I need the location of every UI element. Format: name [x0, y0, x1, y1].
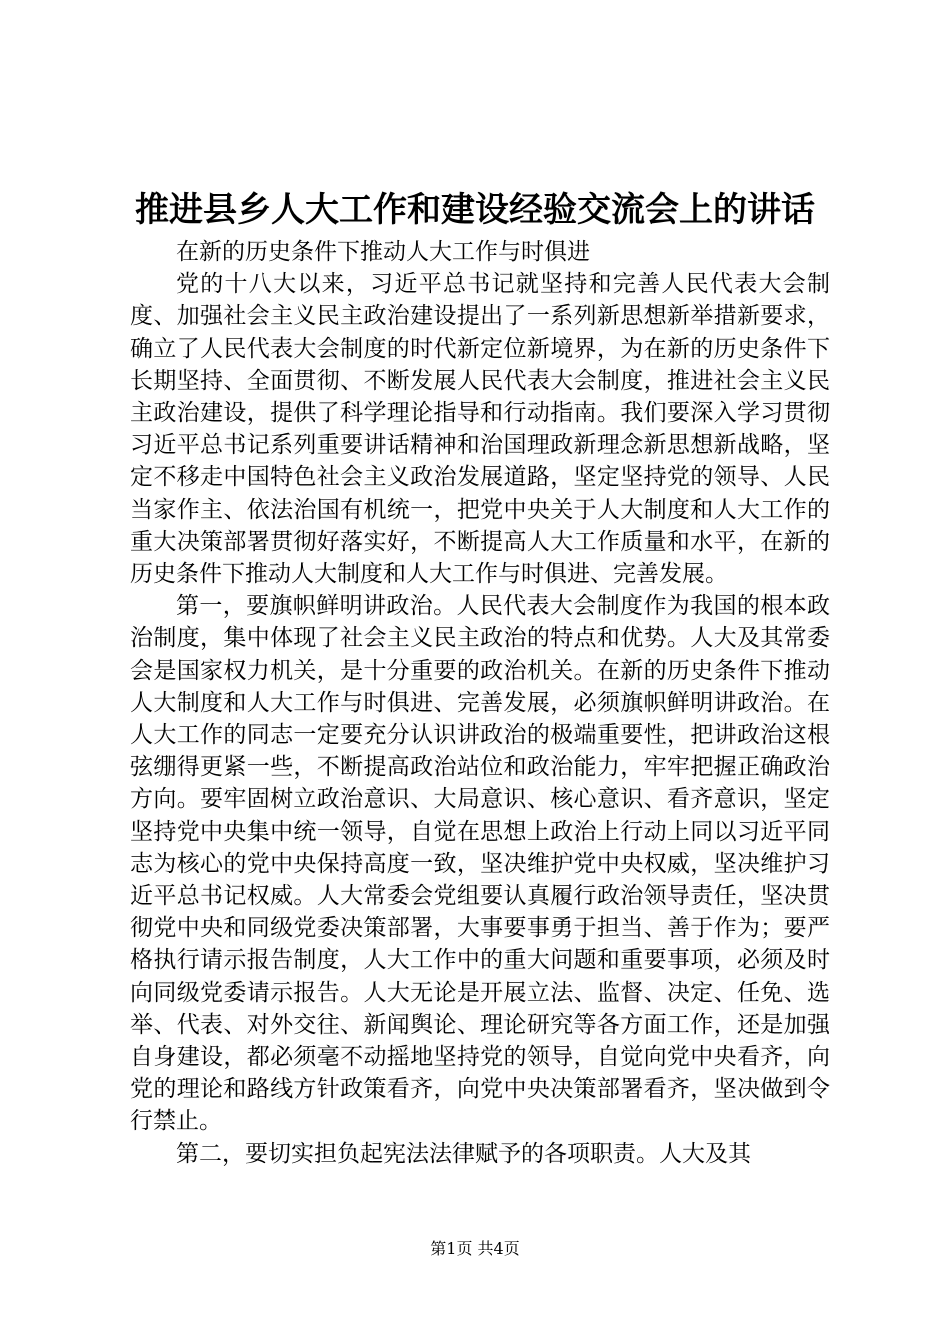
- body-paragraph-intro: 党的十八大以来，习近平总书记就坚持和完善人民代表大会制度、加强社会主义民主政治建设提出了一系列新思想新举措新要求，确立了人民代表大会制度的时代新定位新境界，为在新的历史条件下长期坚持、全面贯彻、不断发展人民代表大会制度，推进社会主义民主政治建设，提供了科学理论指导和行动指南。我们要深入学习贯彻习近平总书记系列重要讲话精神和治国理政新理念新思想新战略，坚定不移走中国特色社会主义政治发展道路，坚定坚持党的领导、人民当家作主、依法治国有机统一，把党中央关于人大制度和人大工作的重大决策部署贯彻好落实好，不断提高人大工作质量和水平，在新的历史条件下推动人大制度和人大工作与时俱进、完善发展。: [130, 271, 830, 588]
- page-number: 第1页 共4页: [430, 1239, 520, 1258]
- body-paragraph-first-point: 第一，要旗帜鲜明讲政治。人民代表大会制度作为我国的根本政治制度，集中体现了社会主义民主政治的特点和优势。人大及其常委会是国家权力机关，是十分重要的政治机关。在新的历史条件下推动人大制度和人大工作与时俱进、完善发展，必须旗帜鲜明讲政治。在人大工作的同志一定要充分认识讲政治的极端重要性，把讲政治这根弦绷得更紧一些，不断提高政治站位和政治能力，牢牢把握正确政治方向。要牢固树立政治意识、大局意识、核心意识、看齐意识，坚定坚持党中央集中统一领导，自觉在思想上政治上行动上同以习近平同志为核心的党中央保持高度一致，坚决维护党中央权威，坚决维护习近平总书记权威。人大常委会党组要认真履行政治领导责任，坚决贯彻党中央和同级党委决策部署，大事要事勇于担当、善于作为；要严格执行请示报告制度，人大工作中的重大问题和重要事项，必须及时向同级党委请示报告。人大无论是开展立法、监督、决定、任免、选举、代表、对外交往、新闻舆论、理论研究等各方面工作，还是加强自身建设，都必须毫不动摇地坚持党的领导，自觉向党中央看齐，向党的理论和路线方针政策看齐，向党中央决策部署看齐，坚决做到令行禁止。: [130, 593, 830, 1135]
- document-body: [130, 236, 830, 1170]
- page-footer: [0, 1238, 950, 1260]
- document-title: 推进县乡人大工作和建设经验交流会上的讲话: [135, 190, 815, 230]
- section-subheading: 在新的历史条件下推动人大工作与时俱进: [176, 239, 590, 265]
- body-paragraph-second-point: 第二，要切实担负起宪法法律赋予的各项职责。人大及其: [176, 1140, 751, 1167]
